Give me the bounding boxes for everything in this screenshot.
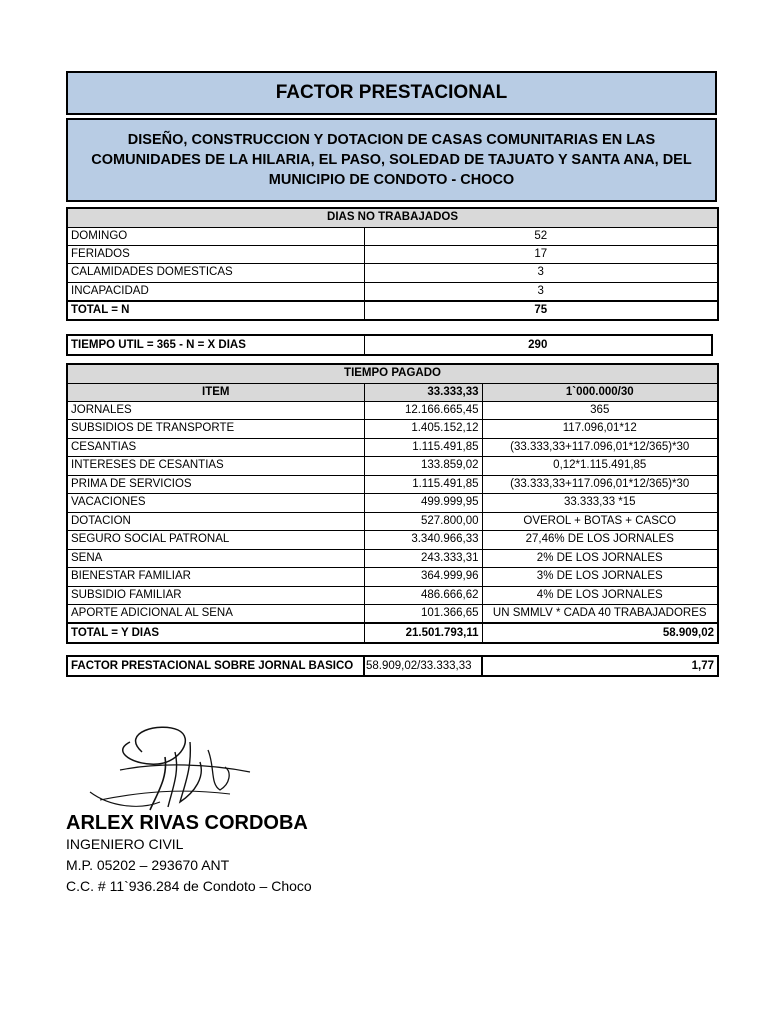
item-value: 527.800,00: [364, 512, 482, 531]
item-formula: (33.333,33+117.096,01*12/365)*30: [482, 475, 718, 494]
item-value: 499.999,95: [364, 494, 482, 513]
item-value: 12.166.665,45: [364, 401, 482, 420]
table-row: [67, 282, 718, 301]
tiempo-util-table: [66, 334, 713, 356]
item-label: SUBSIDIOS DE TRANSPORTE: [67, 420, 364, 439]
dias-value: 52: [364, 227, 718, 245]
dias-value: 3: [364, 282, 718, 301]
table-row: [67, 512, 718, 531]
table-row: [67, 475, 718, 494]
signatory-role: INGENIERO CIVIL: [66, 836, 184, 852]
total-y-label: TOTAL = Y DIAS: [67, 623, 364, 643]
item-value: 133.859,02: [364, 457, 482, 476]
item-value: 3.340.966,33: [364, 531, 482, 550]
tiempo-util-value: 290: [364, 335, 712, 355]
col-formula-header: 1`000.000/30: [482, 383, 718, 401]
dias-label: INCAPACIDAD: [67, 282, 364, 301]
table-row: [67, 301, 718, 320]
item-label: SUBSIDIO FAMILIAR: [67, 586, 364, 605]
item-formula: 117.096,01*12: [482, 420, 718, 439]
dias-header: DIAS NO TRABAJADOS: [67, 208, 718, 227]
signatory-mp: M.P. 05202 – 293670 ANT: [66, 857, 230, 873]
table-row: [67, 623, 718, 643]
table-row: [67, 401, 718, 420]
item-label: BIENESTAR FAMILIAR: [67, 568, 364, 587]
item-label: PRIMA DE SERVICIOS: [67, 475, 364, 494]
item-formula: OVEROL + BOTAS + CASCO: [482, 512, 718, 531]
col-value-header: 33.333,33: [364, 383, 482, 401]
item-label: CESANTIAS: [67, 438, 364, 457]
item-value: 243.333,31: [364, 549, 482, 568]
factor-table: [66, 655, 719, 677]
item-label: INTERESES DE CESANTIAS: [67, 457, 364, 476]
dias-label: CALAMIDADES DOMESTICAS: [67, 263, 364, 282]
dias-value: 17: [364, 245, 718, 263]
dias-label: DOMINGO: [67, 227, 364, 245]
tiempo-util-label: TIEMPO UTIL = 365 - N = X DIAS: [67, 335, 364, 355]
item-formula: 33.333,33 *15: [482, 494, 718, 513]
project-subtitle: DISEÑO, CONSTRUCCION Y DOTACION DE CASAS COMUNITARIAS EN LAS COMUNIDADES DE LA HILARIA, EL PASO, SOLEDAD DE TAJUATO Y SANTA ANA, DEL MUNICIPIO DE CONDOTO - CHOCO: [66, 118, 717, 202]
item-label: JORNALES: [67, 401, 364, 420]
item-label: APORTE ADICIONAL AL SENA: [67, 605, 364, 624]
item-formula: UN SMMLV * CADA 40 TRABAJADORES: [482, 605, 718, 624]
dias-no-trabajados-table: [66, 207, 719, 321]
item-value: 101.366,65: [364, 605, 482, 624]
item-formula: 365: [482, 401, 718, 420]
item-value: 1.115.491,85: [364, 438, 482, 457]
dias-label: FERIADOS: [67, 245, 364, 263]
total-y-result: 58.909,02: [482, 623, 718, 643]
dias-total-label: TOTAL = N: [67, 301, 364, 320]
factor-label: FACTOR PRESTACIONAL SOBRE JORNAL BASICO: [67, 656, 364, 676]
table-row: [67, 438, 718, 457]
item-formula: 3% DE LOS JORNALES: [482, 568, 718, 587]
table-row: [67, 227, 718, 245]
table-row: [67, 531, 718, 550]
factor-formula: 58.909,02/33.333,33: [364, 656, 482, 676]
item-formula: (33.333,33+117.096,01*12/365)*30: [482, 438, 718, 457]
signatory-cc: C.C. # 11`936.284 de Condoto – Choco: [66, 878, 312, 894]
signature-image: [80, 722, 260, 822]
tiempo-pagado-table: [66, 363, 719, 644]
table-row: [67, 494, 718, 513]
item-value: 364.999,96: [364, 568, 482, 587]
table-row: [67, 457, 718, 476]
table-row: [67, 586, 718, 605]
total-y-value: 21.501.793,11: [364, 623, 482, 643]
table-row: [67, 420, 718, 439]
item-formula: 0,12*1.115.491,85: [482, 457, 718, 476]
table-row: [67, 605, 718, 624]
item-label: SEGURO SOCIAL PATRONAL: [67, 531, 364, 550]
item-value: 1.115.491,85: [364, 475, 482, 494]
table-row: [67, 568, 718, 587]
item-formula: 4% DE LOS JORNALES: [482, 586, 718, 605]
item-label: DOTACION: [67, 512, 364, 531]
tiempo-pagado-header: TIEMPO PAGADO: [67, 364, 718, 383]
factor-result: 1,77: [482, 656, 718, 676]
page-title: FACTOR PRESTACIONAL: [66, 71, 717, 115]
table-row: [67, 245, 718, 263]
item-value: 1.405.152,12: [364, 420, 482, 439]
col-item-header: ITEM: [67, 383, 364, 401]
table-row: [67, 549, 718, 568]
item-formula: 27,46% DE LOS JORNALES: [482, 531, 718, 550]
signatory-name: ARLEX RIVAS CORDOBA: [66, 812, 308, 834]
dias-value: 3: [364, 263, 718, 282]
table-row: [67, 263, 718, 282]
item-formula: 2% DE LOS JORNALES: [482, 549, 718, 568]
item-label: SENA: [67, 549, 364, 568]
item-label: VACACIONES: [67, 494, 364, 513]
item-value: 486.666,62: [364, 586, 482, 605]
dias-total-value: 75: [364, 301, 718, 320]
